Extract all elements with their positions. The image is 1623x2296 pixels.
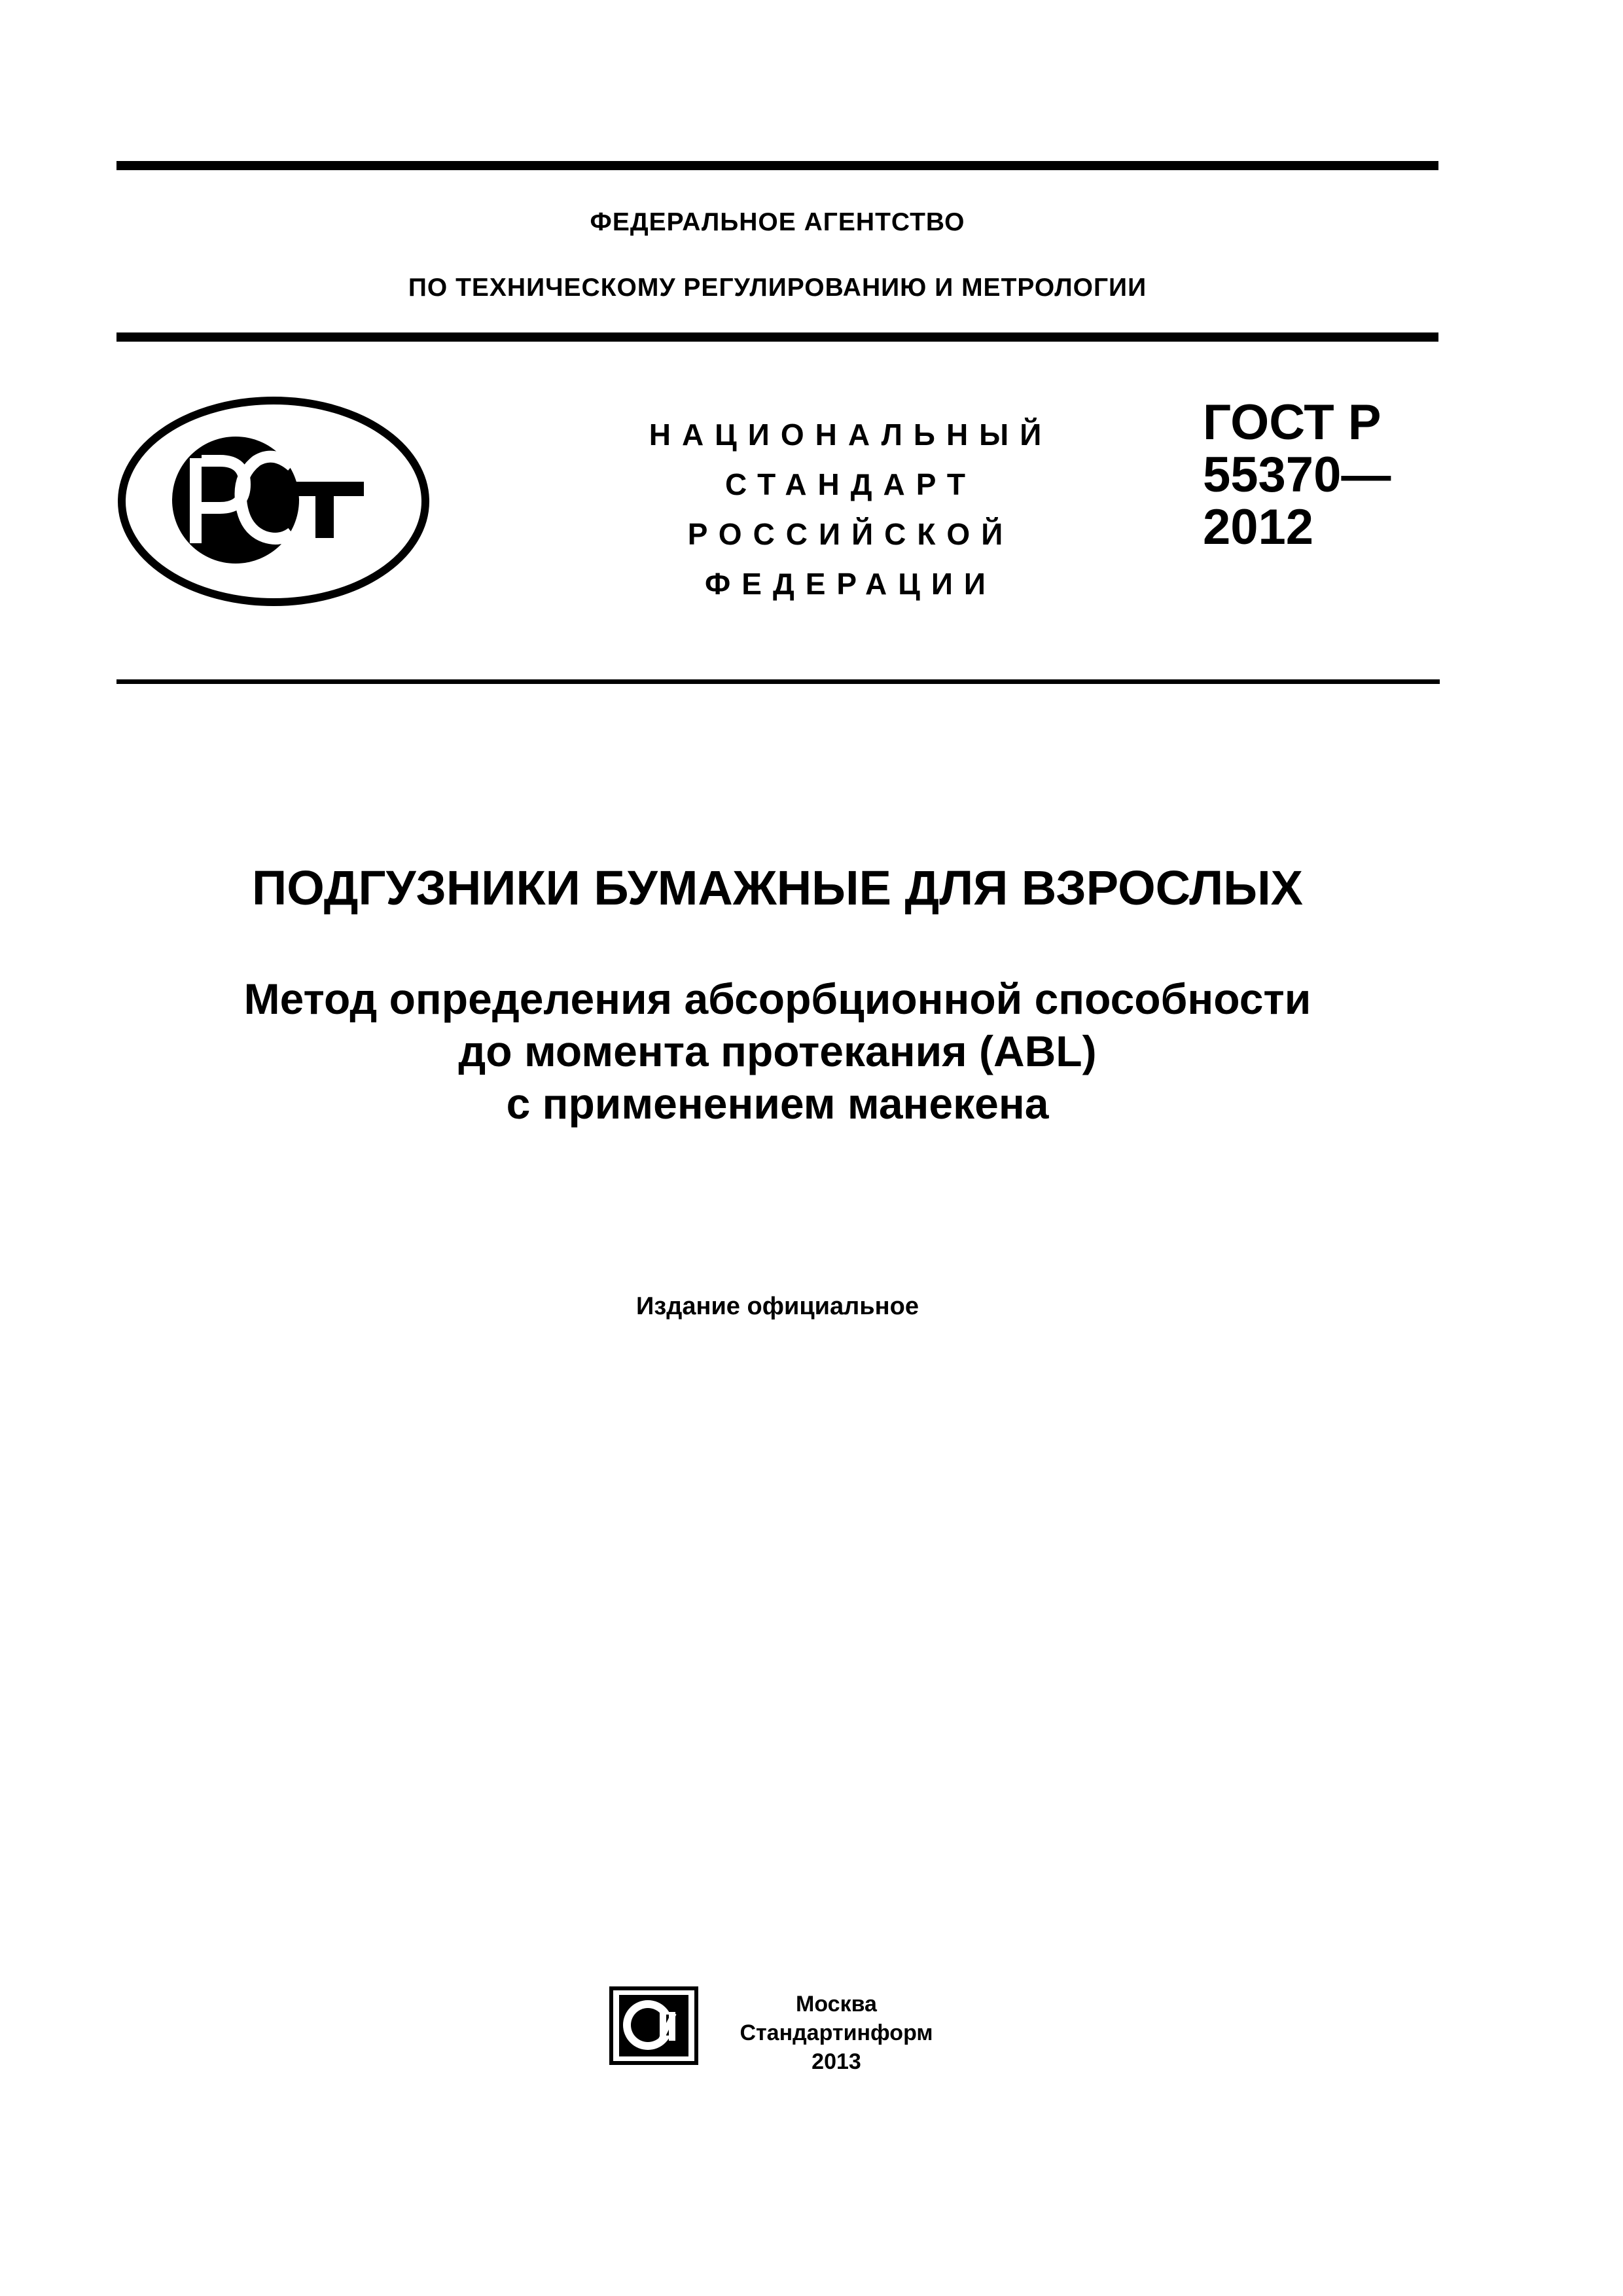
publication-year: 2013 xyxy=(812,2049,861,2074)
national-line: СТАНДАРТ xyxy=(725,467,976,501)
agency-name-line-2: ПО ТЕХНИЧЕСКОМУ РЕГУЛИРОВАНИЮ И МЕТРОЛОГИИ xyxy=(408,274,1147,302)
publisher-name: Стандартинформ xyxy=(740,2020,933,2045)
document-title: ПОДГУЗНИКИ БУМАЖНЫЕ ДЛЯ ВЗРОСЛЫХ xyxy=(252,861,1303,915)
national-line: НАЦИОНАЛЬНЫЙ xyxy=(649,418,1053,452)
national-standard-label xyxy=(582,410,1119,609)
publisher-imprint xyxy=(712,1990,961,2076)
subtitle-line: Метод определения абсорбционной способности xyxy=(243,975,1311,1023)
designation-line: ГОСТ Р xyxy=(1203,395,1382,450)
subtitle-line: с применением манекена xyxy=(506,1079,1049,1128)
lower-rule xyxy=(116,679,1440,684)
designation-line: 2012 xyxy=(1203,499,1314,555)
designation-line: 55370— xyxy=(1203,447,1391,503)
publisher-city: Москва xyxy=(796,1992,877,2017)
subtitle-line: до момента протекания (ABL) xyxy=(458,1027,1097,1075)
middle-rule xyxy=(116,332,1438,342)
standard-designation xyxy=(1203,397,1391,554)
top-rule xyxy=(116,161,1438,170)
agency-name-line-1: ФЕДЕРАЛЬНОЕ АГЕНТСТВО xyxy=(590,208,965,236)
national-line: РОССИЙСКОЙ xyxy=(687,517,1014,551)
national-line: ФЕДЕРАЦИИ xyxy=(705,567,997,601)
rst-certification-mark-icon xyxy=(116,395,431,608)
standartinform-logo-icon xyxy=(609,1986,699,2066)
edition-label: Издание официальное xyxy=(636,1293,919,1320)
document-subtitle xyxy=(116,973,1438,1130)
